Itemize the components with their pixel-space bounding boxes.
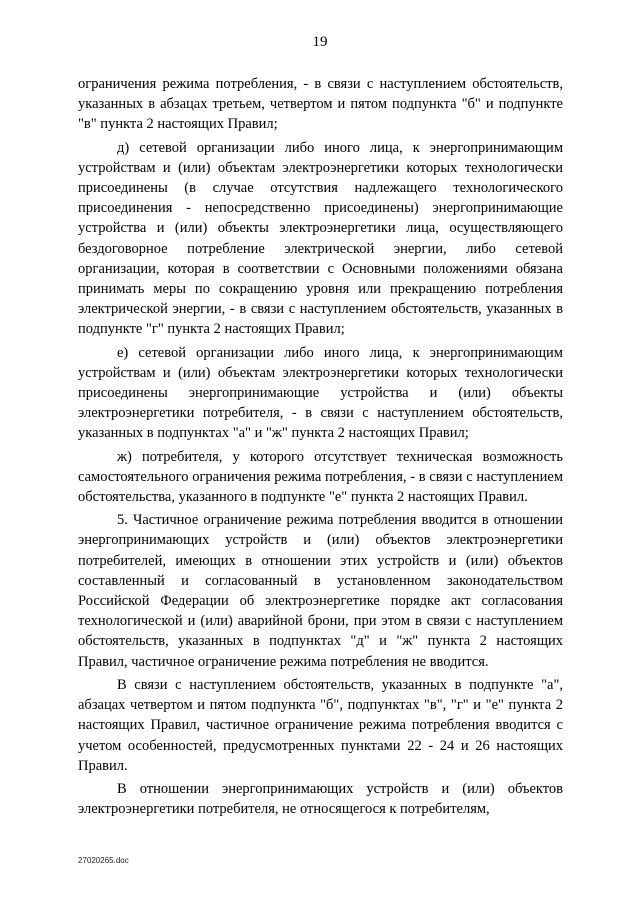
paragraph-consumer-devices: В отношении энергопринимающих устройств и (или) объектов электроэнергетики потребителя, не относящегося к потребителям, xyxy=(78,780,563,818)
document-body xyxy=(78,74,563,822)
page-number: 19 xyxy=(312,34,328,50)
paragraph-subitem-d: д) сетевой организации либо иного лица, к энергопринимающим устройствам и (или) объектам электроэнергетики которых технологически присоединены (в случае отсутствия надлежащего технологического присоединения - непосредственно присоединены) энергопринимающие устройства и (или) объекты электроэнергетики лица, осуществляющего бездоговорное потребление электрической энергии, либо сетевой организации, которая в соответствии с Основными положениями обязана принимать меры по сокращению уровня или прекращению потребления электрической энергии, - в связи с наступлением обстоятельств, указанных в подпункте "г" пункта 2 настоящих Правил; xyxy=(78,139,563,338)
paragraph-continuation: ограничения режима потребления, - в связи с наступлением обстоятельств, указанных в абзацах третьем, четвертом и пятом подпункта "б" и подпункте "в" пункта 2 настоящих Правил; xyxy=(78,76,563,133)
paragraph-item-5: 5. Частичное ограничение режима потребления вводится в отношении энергопринимающих устройств и (или) объектов электроэнергетики потребителей, имеющих в отношении этих устройств и (или) объектов составленный и согласованный в установленном законодательством Российской Федерации об электроэнергетике порядке акт согласования технологической и (или) аварийной брони, при этом в связи с наступлением обстоятельств, указанных в подпунктах "д" и "ж" пункта 2 настоящих Правил, частичное ограничение режима потребления не вводится. xyxy=(78,512,563,670)
footer-filename: 27020265.doc xyxy=(78,856,129,865)
paragraph-subitem-zh: ж) потребителя, у которого отсутствует техническая возможность самостоятельного ограничения режима потребления, - в связи с наступлением обстоятельства, указанного в подпункте "е" пункта 2 настоящих Правил. xyxy=(78,448,563,506)
paragraph-subitem-e: е) сетевой организации либо иного лица, к энергопринимающим устройствам и (или) объектам электроэнергетики которых технологически присоединены энергопринимающие устройства и (или) объекты электроэнергетики потребителя, - в связи с наступлением обстоятельств, указанных в подпунктах "а" и "ж" пункта 2 настоящих Правил; xyxy=(78,344,563,442)
paragraph-partial-restriction: В связи с наступлением обстоятельств, указанных в подпункте "а", абзацах четвертом и пятом подпункта "б", подпунктах "в", "г" и "е" пункта 2 настоящих Правил, частичное ограничение режима потребления вводится с учетом особенностей, предусмотренных пунктами 22 - 24 и 26 настоящих Правил. xyxy=(78,676,563,774)
